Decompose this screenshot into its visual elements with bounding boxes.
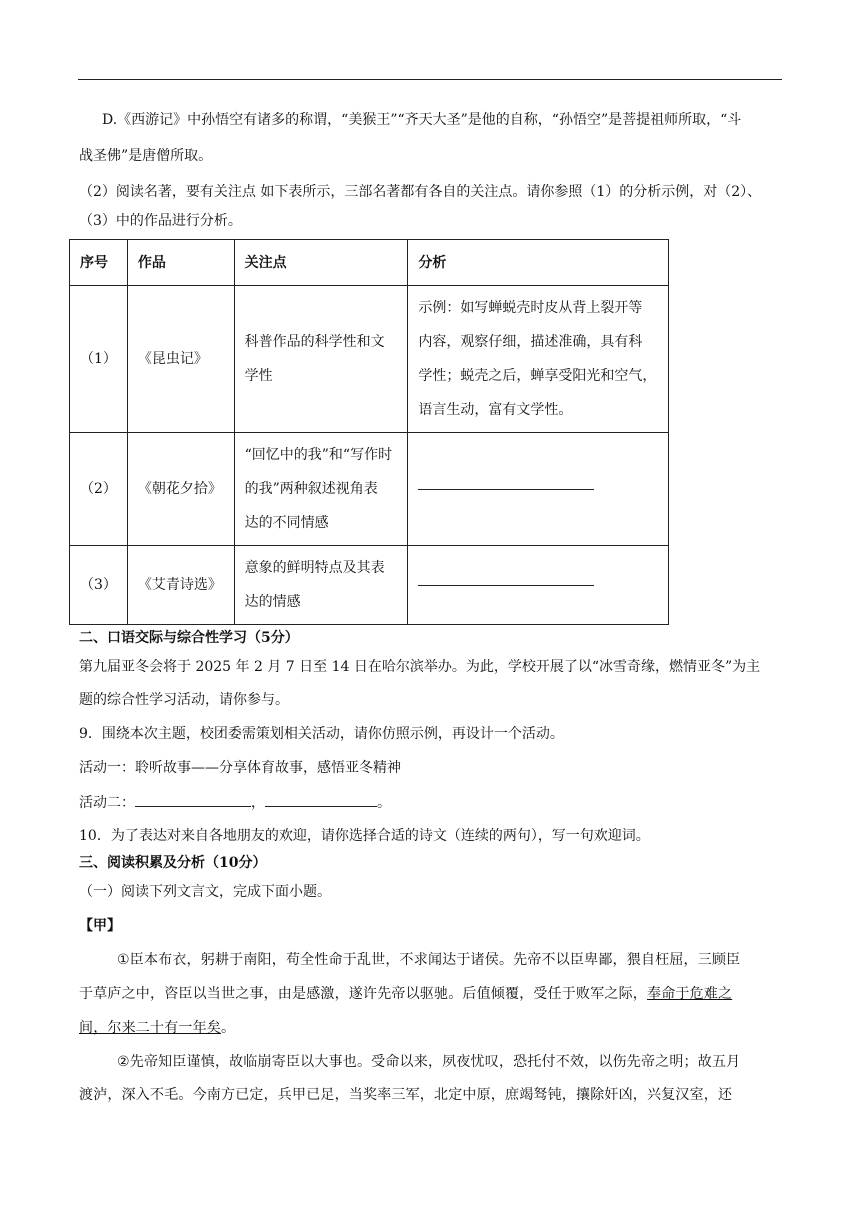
row-work: 《艾青诗选》	[127, 546, 234, 625]
passage-para2-line1: ②先帝知臣谨慎，故临崩寄臣以大事也。受命以来，夙夜忧叹，恐托付不效，以伤先帝之明；故五月	[117, 1054, 741, 1070]
section-2-intro-line2: 题的综合性学习活动，请你参与。	[79, 692, 289, 708]
activity-2-end: 。	[377, 795, 391, 811]
row-number: （1）	[70, 286, 128, 433]
passage-text: 。	[221, 1020, 236, 1036]
row-focus	[234, 546, 408, 625]
focus-line: 达的不同情感	[244, 515, 329, 531]
row-analysis	[408, 286, 669, 433]
section-3-heading: 三、阅读积累及分析（10分）	[79, 855, 267, 871]
underlined-sentence: 间，尔来二十有一年矣	[79, 1020, 221, 1036]
row-work: 《昆虫记》	[127, 286, 234, 433]
header-work: 作品	[127, 240, 234, 286]
row-focus	[234, 286, 408, 433]
passage-text: 于草庐之中，咨臣以当世之事，由是感激，遂许先帝以驱驰。后值倾覆，受任于败军之际，	[79, 986, 647, 1002]
answer-blank[interactable]	[418, 488, 594, 490]
focus-line: 达的情感	[244, 594, 301, 610]
question-2-line2: （3）中的作品进行分析。	[79, 213, 242, 229]
passage-jia-label: 【甲】	[79, 918, 121, 934]
focus-line: 科普作品的科学性和文	[244, 334, 385, 350]
section-2-intro-line1: 第九届亚冬会将于 2025 年 2 月 7 日至 14 日在哈尔滨举办。为此，学校开展了以“冰雪奇缘，燃情亚冬”为主	[79, 659, 761, 675]
activity-2	[79, 792, 391, 813]
analysis-table	[69, 239, 669, 625]
focus-line: 学性	[244, 368, 273, 384]
section-2-heading: 二、口语交际与综合性学习（5分）	[79, 630, 299, 646]
table-row	[70, 286, 669, 433]
passage-para1-line1: ①臣本布衣，躬耕于南阳，苟全性命于乱世，不求闻达于诸侯。先帝不以臣卑鄙，猥自枉屈，三顾臣	[117, 952, 741, 968]
activity-2-blank-1[interactable]	[135, 792, 251, 807]
activity-1: 活动一：聆听故事——分享体育故事，感悟亚冬精神	[79, 760, 401, 776]
activity-2-label: 活动二：	[79, 795, 135, 811]
option-d-line2: 战圣佛”是唐僧所取。	[79, 148, 213, 164]
passage-para1-line2	[79, 984, 732, 1004]
passage-para1-line3	[79, 1018, 235, 1038]
row-number: （2）	[70, 433, 128, 546]
question-9: 9．围绕本次主题，校团委需策划相关活动，请你仿照示例，再设计一个活动。	[79, 726, 564, 742]
row-analysis	[408, 546, 669, 625]
focus-line: 的我”两种叙述视角表	[244, 481, 378, 497]
activity-2-blank-2[interactable]	[265, 792, 377, 807]
row-number: （3）	[70, 546, 128, 625]
header-number: 序号	[70, 240, 128, 286]
analysis-line: 语言生动，富有文学性。	[418, 402, 573, 418]
subsection-1: （一）阅读下列文言文，完成下面小题。	[79, 884, 331, 900]
passage-para2-line2: 渡泸，深入不毛。今南方已定，兵甲已足，当奖率三军，北定中原，庶竭驽钝，攘除奸凶，兴复汉室，还	[79, 1087, 733, 1103]
focus-line: 意象的鲜明特点及其表	[244, 560, 385, 576]
row-focus	[234, 433, 408, 546]
row-analysis	[408, 433, 669, 546]
header-analysis: 分析	[408, 240, 669, 286]
table-row	[70, 546, 669, 625]
answer-blank[interactable]	[418, 584, 594, 586]
header-divider	[78, 79, 782, 80]
underlined-sentence: 奉命于危难之	[647, 986, 733, 1002]
header-focus: 关注点	[234, 240, 408, 286]
table-header-row	[70, 240, 669, 286]
focus-line: “回忆中的我”和“写作时	[244, 447, 393, 463]
option-d-line1: D.《西游记》中孙悟空有诸多的称谓，“美猴王”“齐天大圣”是他的自称，“孙悟空”是菩提祖师所取，“斗	[102, 112, 742, 128]
analysis-line: 内容，观察仔细，描述准确，具有科	[418, 334, 643, 350]
question-2-line1: （2）阅读名著，要有关注点 如下表所示，三部名著都有各自的关注点。请你参照（1）的分析示例，对（2）、	[79, 184, 762, 200]
question-10: 10．为了表达对来自各地朋友的欢迎，请你选择合适的诗文（连续的两句），写一句欢迎词。	[79, 828, 650, 844]
row-work: 《朝花夕拾》	[127, 433, 234, 546]
analysis-line: 示例：如写蝉蜕壳时皮从背上裂开等	[418, 300, 643, 316]
analysis-line: 学性；蜕壳之后，蝉享受阳光和空气，	[418, 368, 657, 384]
activity-2-comma: ，	[251, 795, 265, 811]
table-row	[70, 433, 669, 546]
